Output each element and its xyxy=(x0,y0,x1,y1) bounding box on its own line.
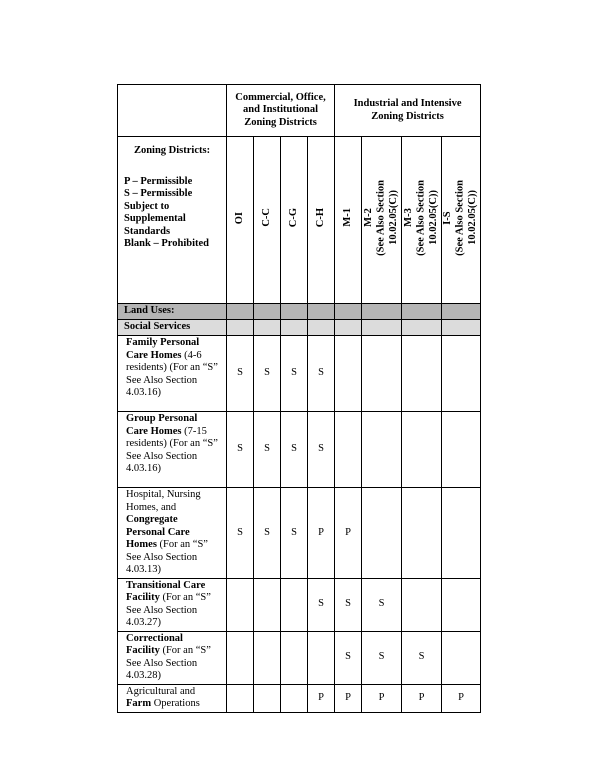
col-header-is: I-S (See Also Section 10.02.05(C)) xyxy=(442,137,481,304)
col-header-m3: M-3 (See Also Section 10.02.05(C)) xyxy=(402,137,442,304)
legend-permissible: P – Permissible xyxy=(124,175,193,187)
social-services-row xyxy=(118,320,481,336)
corner-cell xyxy=(118,85,227,137)
table-row xyxy=(118,631,481,684)
use-label: Family Personal Care Homes (4-6 residents) (For an “S” See Also Section 4.03.16) xyxy=(118,336,227,412)
cell-is xyxy=(442,578,481,631)
cell-cc: S xyxy=(254,488,281,579)
cell-oi: S xyxy=(227,412,254,488)
cell-m2 xyxy=(362,412,402,488)
cell-cc: S xyxy=(254,336,281,412)
table-row xyxy=(118,336,481,412)
cell-m1: S xyxy=(335,631,362,684)
cell-m1 xyxy=(335,412,362,488)
cell-m3 xyxy=(402,336,442,412)
cell-cg xyxy=(281,631,308,684)
col-header-m2: M-2 (See Also Section 10.02.05(C)) xyxy=(362,137,402,304)
cell-m3: S xyxy=(402,631,442,684)
cell-ch: P xyxy=(308,488,335,579)
cell-m3 xyxy=(402,488,442,579)
cell-cg: S xyxy=(281,336,308,412)
commercial-group-header: Commercial, Office, and Institutional Zoning Districts xyxy=(227,85,335,137)
col-header-ch: C-H xyxy=(308,137,335,304)
use-label: Group Personal Care Homes (7-15 residents) (For an “S” See Also Section 4.03.16) xyxy=(118,412,227,488)
cell-ch: S xyxy=(308,578,335,631)
cell-oi xyxy=(227,631,254,684)
legend-supplemental: S – Permissible Subject to Supplemental Standards xyxy=(124,188,193,237)
cell-m2: P xyxy=(362,684,402,712)
cell-is xyxy=(442,336,481,412)
cell-ch: P xyxy=(308,684,335,712)
col-header-cg: C-G xyxy=(281,137,308,304)
cell-cg xyxy=(281,578,308,631)
land-uses-label: Land Uses: xyxy=(118,304,227,320)
cell-is: P xyxy=(442,684,481,712)
cell-m2: S xyxy=(362,578,402,631)
cell-m1: S xyxy=(335,578,362,631)
cell-ch: S xyxy=(308,412,335,488)
cell-oi xyxy=(227,684,254,712)
cell-m2 xyxy=(362,488,402,579)
zoning-legend xyxy=(118,137,227,304)
col-header-oi: OI xyxy=(227,137,254,304)
cell-m1 xyxy=(335,336,362,412)
social-services-label: Social Services xyxy=(118,320,227,336)
cell-m1: P xyxy=(335,488,362,579)
group-header-row xyxy=(118,85,481,137)
col-header-m1: M-1 xyxy=(335,137,362,304)
legend-title: Zoning Districts: xyxy=(133,145,211,156)
legend-prohibited: Blank – Prohibited xyxy=(124,238,209,249)
cell-m1: P xyxy=(335,684,362,712)
table-row xyxy=(118,412,481,488)
cell-cg: S xyxy=(281,488,308,579)
use-label: Agricultural and Farm Operations xyxy=(118,684,227,712)
land-uses-row xyxy=(118,304,481,320)
cell-is xyxy=(442,488,481,579)
cell-oi xyxy=(227,578,254,631)
col-header-cc: C-C xyxy=(254,137,281,304)
cell-cc: S xyxy=(254,412,281,488)
cell-is xyxy=(442,412,481,488)
cell-is xyxy=(442,631,481,684)
cell-m3 xyxy=(402,412,442,488)
cell-m2: S xyxy=(362,631,402,684)
table-row xyxy=(118,488,481,579)
use-label: Correctional Facility (For an “S” See Also Section 4.03.28) xyxy=(118,631,227,684)
cell-cc xyxy=(254,578,281,631)
table-row xyxy=(118,684,481,712)
use-label: Hospital, Nursing Homes, and Congregate Personal Care Homes (For an “S” See Also Section 4.03.13) xyxy=(118,488,227,579)
district-header-row xyxy=(118,137,481,304)
zoning-table xyxy=(117,84,481,713)
table-row xyxy=(118,578,481,631)
cell-oi: S xyxy=(227,336,254,412)
use-label: Transitional Care Facility (For an “S” See Also Section 4.03.27) xyxy=(118,578,227,631)
cell-cg xyxy=(281,684,308,712)
cell-cc xyxy=(254,684,281,712)
cell-cg: S xyxy=(281,412,308,488)
industrial-group-header: Industrial and Intensive Zoning Districts xyxy=(335,85,481,137)
cell-m2 xyxy=(362,336,402,412)
cell-oi: S xyxy=(227,488,254,579)
cell-m3 xyxy=(402,578,442,631)
cell-ch: S xyxy=(308,336,335,412)
cell-m3: P xyxy=(402,684,442,712)
cell-ch xyxy=(308,631,335,684)
cell-cc xyxy=(254,631,281,684)
